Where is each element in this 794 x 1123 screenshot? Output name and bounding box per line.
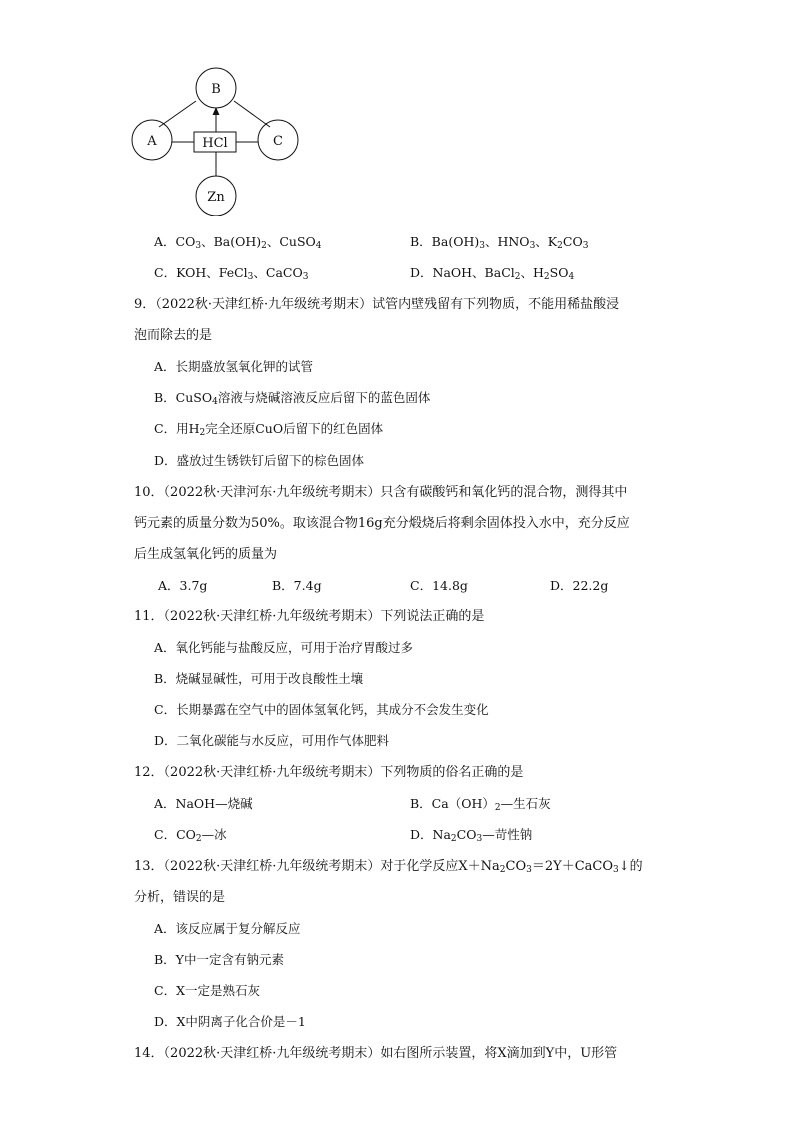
q10-option-a: A．3.7g [158, 578, 208, 593]
q13-option-a: A．该反应属于复分解反应 [154, 921, 301, 936]
q10-stem-line1: 10．（2022秋·天津河东·九年级统考期末）只含有碳酸钙和氧化钙的混合物，测得其中 [134, 485, 628, 500]
line-b-c [234, 101, 270, 127]
q8-option-c: C．KOH、FeCl$_3$、CaCO$_3$ [154, 265, 309, 282]
q9-option-b: B．CuSO$_4$溶液与烧碱溶液反应后留下的蓝色固体 [154, 390, 431, 407]
q12-stem: 12．（2022秋·天津红桥·九年级统考期末）下列物质的俗名正确的是 [134, 765, 524, 780]
q11-option-c: C．长期暴露在空气中的固体氢氧化钙，其成分不会发生变化 [154, 702, 489, 717]
node-a-label: A [147, 134, 157, 149]
q10-option-d: D．22.2g [550, 578, 609, 593]
q9-option-a: A．长期盛放氢氧化钾的试管 [154, 359, 314, 374]
reaction-diagram [130, 66, 310, 216]
reaction-diagram-svg [130, 66, 310, 216]
q8-option-d: D．NaOH、BaCl$_2$、$H_2SO_4$ [410, 265, 575, 282]
q13-option-c: C．X一定是熟石灰 [154, 983, 260, 998]
q11-option-b: B．烧碱显碱性，可用于改良酸性土壤 [154, 671, 364, 686]
q12-option-a: A．NaOH—烧碱 [154, 796, 253, 811]
q10-option-c: C．14.8g [410, 578, 468, 593]
node-b-label: B [211, 82, 221, 97]
q8-option-a: A．$CO_3$、$Ba(OH)_2$、CuSO$_4$ [154, 234, 322, 251]
q10-option-b: B．7.4g [272, 578, 322, 593]
node-c-label: C [273, 134, 283, 149]
q9-option-c: C．用$H_2$完全还原CuO后留下的红色固体 [154, 421, 384, 438]
q12-option-b: B．$Ca(OH)_2—$生石灰 [410, 796, 551, 813]
q8-option-b: B．$Ba(OH)_3$、$HNO_3$、$K_2CO_3$ [410, 234, 589, 251]
q9-stem-line1: 9．（2022秋·天津红桥·九年级统考期末）试管内壁残留有下列物质，不能用稀盐酸浸 [134, 297, 620, 312]
q11-option-a: A．氧化钙能与盐酸反应，可用于治疗胃酸过多 [154, 640, 414, 655]
q9-stem-line2: 泡而除去的是 [134, 328, 213, 343]
q12-option-c: C．$CO_2—$冰 [154, 827, 227, 844]
q13-stem-line2: 分析，错误的是 [134, 890, 226, 905]
q13-stem-line1: 13．（2022秋·天津红桥·九年级统考期末）对于化学反应$X+Na_2CO_3=2Y+CaCO_3↓$的 [134, 859, 643, 875]
q10-stem-line3: 后生成氢氧化钙的质量为 [134, 547, 278, 562]
q14-stem-line1: 14．（2022秋·天津红桥·九年级统考期末）如右图所示装置，将X滴加到Y中，U形管 [134, 1046, 618, 1061]
q10-stem-line2: 钙元素的质量分数为50%。取该混合物16g充分煅烧后将剩余固体投入水中，充分反应 [134, 516, 630, 531]
q11-stem: 11．（2022秋·天津红桥·九年级统考期末）下列说法正确的是 [134, 609, 485, 624]
node-zn-label: Zn [207, 190, 225, 205]
node-hcl-label: HCl [202, 136, 228, 151]
q13-option-b: B．Y中一定含有钠元素 [154, 952, 284, 967]
line-b-a [159, 101, 196, 127]
q13-option-d: D．X中阴离子化合价是－1 [154, 1014, 306, 1029]
q9-option-d: D．盛放过生锈铁钉后留下的棕色固体 [154, 453, 365, 468]
q11-option-d: D．二氧化碳能与水反应，可用作气体肥料 [154, 733, 390, 748]
q12-option-d: D．$Na_2CO_3—$苛性钠 [410, 827, 533, 844]
